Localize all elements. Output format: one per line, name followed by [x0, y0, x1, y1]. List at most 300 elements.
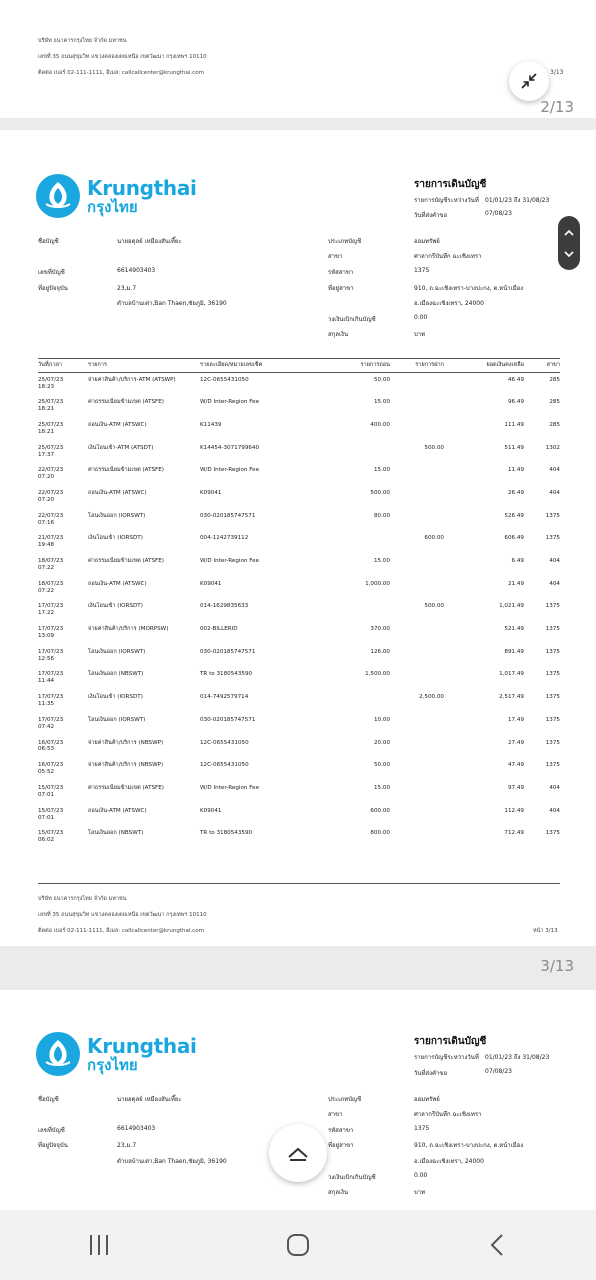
home-icon — [286, 1233, 310, 1257]
cell-balance-text: 712.49 — [504, 830, 524, 837]
cell-balance-text: 526.49 — [504, 512, 524, 519]
cell-branch-text: 404 — [549, 580, 560, 587]
cell-detail-text: K09041 — [200, 489, 222, 496]
cell-datetime — [38, 577, 88, 600]
cell-branch — [524, 418, 560, 441]
cell-balance — [444, 690, 524, 713]
cell-description — [88, 667, 200, 690]
overdraft-value: 0.00 — [414, 314, 428, 321]
cell-balance — [444, 486, 524, 509]
system-nav-bar — [0, 1210, 596, 1280]
account-name-label: ชื่อบัญชี — [38, 1096, 59, 1103]
cell-withdrawal-text: 15.00 — [373, 558, 390, 564]
cell-balance-text: 521.49 — [504, 626, 524, 633]
cell-time-text: 17:22 — [38, 610, 55, 617]
account-name-value: นายอดุลย์ เหมืองสันเที๊ยะ — [117, 238, 182, 245]
cell-withdrawal — [324, 622, 390, 645]
cell-time-text: 07:20 — [38, 474, 55, 481]
exit-fullscreen-button[interactable] — [509, 61, 549, 101]
cell-detail — [200, 486, 324, 509]
cell-balance-text: 1,017.49 — [499, 671, 524, 678]
cell-datetime — [38, 441, 88, 464]
cell-description — [88, 509, 200, 532]
cell-withdrawal-text: 600.00 — [370, 807, 390, 814]
cell-detail-text: TR to 3180543590 — [200, 830, 253, 837]
logo-name-th: กรุงไทย — [87, 1055, 138, 1074]
cell-withdrawal — [324, 599, 390, 622]
cell-detail-text: 014-1629835633 — [200, 603, 249, 610]
col-balance: ยอดเงินคงเหลือ — [444, 359, 524, 373]
cell-balance — [444, 463, 524, 486]
cell-withdrawal-text: 80.00 — [373, 512, 390, 519]
cell-branch — [524, 826, 560, 849]
cell-withdrawal-text: 20.00 — [373, 739, 390, 746]
cell-branch — [524, 781, 560, 804]
col-branch: สาขา — [524, 359, 560, 373]
cell-branch — [524, 486, 560, 509]
cell-datetime — [38, 826, 88, 849]
cell-description — [88, 713, 200, 736]
cell-description — [88, 395, 200, 418]
address-label: ที่อยู่ปัจจุบัน — [38, 285, 68, 292]
issue-label: วันที่ส่งคำขอ — [414, 1070, 448, 1077]
col-detail: รายละเอียด/หมายเลขเช็ค — [200, 359, 324, 373]
cell-description — [88, 622, 200, 645]
cell-time-text: 07:22 — [38, 564, 55, 571]
cell-detail — [200, 826, 324, 849]
cell-datetime — [38, 645, 88, 668]
cell-branch — [524, 758, 560, 781]
cell-balance — [444, 577, 524, 600]
cell-branch-text: 1375 — [545, 603, 560, 610]
cell-description — [88, 577, 200, 600]
cell-branch — [524, 599, 560, 622]
table-row — [38, 441, 560, 464]
cell-description-text: ถอนเงิน-ATM (ATSWC) — [88, 489, 147, 496]
branch-address-line1: 910, ถ.ฉะเชิงเทรา-บางปะกง, ต.หน้าเมือง — [414, 1142, 524, 1149]
table-row — [38, 531, 560, 554]
cell-datetime — [38, 758, 88, 781]
cell-branch-text: 1375 — [545, 694, 560, 701]
cell-description-text: ถอนเงิน-ATM (ATSWC) — [88, 421, 147, 428]
cell-withdrawal — [324, 531, 390, 554]
cell-branch-text: 1375 — [545, 626, 560, 633]
cell-withdrawal-text: 370.00 — [370, 626, 390, 633]
account-number-value: 6614903403 — [117, 267, 156, 274]
cell-detail — [200, 622, 324, 645]
cell-description — [88, 554, 200, 577]
cell-datetime-text: 16/07/23 — [38, 762, 64, 769]
issue-label: วันที่ส่งคำขอ — [414, 212, 448, 219]
cell-description — [88, 599, 200, 622]
cell-balance-text: 96.49 — [507, 399, 524, 406]
cell-deposit-text: 600.00 — [424, 535, 444, 542]
branch-address-line2: อ.เมืองฉะเชิงเทรา, 24000 — [414, 300, 484, 307]
cell-time-text: 07:20 — [38, 496, 55, 503]
account-name-value: นายอดุลย์ เหมืองสันเที๊ยะ — [117, 1096, 182, 1103]
cell-branch-text: 285 — [549, 377, 560, 383]
cell-withdrawal-text: 800.00 — [370, 830, 390, 837]
cell-datetime — [38, 373, 88, 396]
cell-description — [88, 373, 200, 396]
cell-balance — [444, 826, 524, 849]
scroll-to-top-button[interactable] — [269, 1124, 327, 1182]
cell-detail-text: K09041 — [200, 807, 222, 814]
cell-datetime — [38, 781, 88, 804]
cell-datetime-text: 15/07/23 — [38, 784, 64, 791]
cell-time-text: 18:21 — [38, 428, 55, 435]
cell-balance-text: 26.49 — [507, 489, 524, 496]
cell-deposit — [390, 736, 444, 759]
cell-balance — [444, 441, 524, 464]
cell-balance-text: 46.49 — [507, 377, 524, 383]
cell-balance-text: 97.49 — [507, 784, 524, 791]
branch-value: ศาลากรีบันทึก ฉะเชิงเทรา — [414, 1111, 482, 1118]
cell-branch-text: 1375 — [545, 512, 560, 519]
type-value: ออมทรัพย์ — [414, 1096, 440, 1103]
cell-deposit — [390, 531, 444, 554]
cell-detail — [200, 690, 324, 713]
table-row — [38, 804, 560, 827]
branch-label: สาขา — [328, 1111, 343, 1118]
cell-description-text: จ่ายค่าสินค้า/บริการ (NBSWP) — [88, 762, 164, 769]
cell-detail-text: W/D Inter-Region Fee — [200, 467, 260, 474]
period-value: 01/01/23 ถึง 31/08/23 — [485, 1054, 550, 1061]
cell-detail-text: K11439 — [200, 421, 222, 428]
cell-deposit — [390, 599, 444, 622]
cell-detail — [200, 395, 324, 418]
cell-time-text: 07:42 — [38, 723, 55, 730]
cell-detail-text: K09041 — [200, 580, 222, 587]
cell-balance-text: 112.49 — [504, 807, 524, 814]
branch-value: ศาลากรีบันทึก ฉะเชิงเทรา — [414, 253, 482, 260]
cell-description-text: ค่าธรรมเนียมข้ามเขต (ATSFE) — [88, 558, 164, 564]
cell-datetime-text: 17/07/23 — [38, 694, 64, 701]
cell-balance — [444, 622, 524, 645]
cell-branch — [524, 690, 560, 713]
table-row — [38, 577, 560, 600]
pdf-page-3 — [0, 130, 596, 946]
branch-address-label: ที่อยู่สาขา — [328, 1142, 354, 1149]
cell-deposit-text: 500.00 — [424, 444, 444, 451]
chevron-up-icon[interactable] — [564, 229, 574, 237]
home-button[interactable] — [268, 1225, 328, 1265]
table-row — [38, 667, 560, 690]
cell-withdrawal — [324, 463, 390, 486]
cell-branch-text: 285 — [549, 421, 560, 428]
cell-description — [88, 418, 200, 441]
table-row — [38, 758, 560, 781]
type-label: ประเภทบัญชี — [328, 238, 362, 245]
cell-detail-text: 004-1242739112 — [200, 535, 249, 542]
cell-branch-text: 1302 — [545, 444, 560, 451]
cell-deposit — [390, 509, 444, 532]
cell-balance-text: 17.49 — [507, 716, 524, 723]
cell-time-text: 06:02 — [38, 837, 55, 844]
cell-description — [88, 758, 200, 781]
cell-balance — [444, 804, 524, 827]
cell-deposit — [390, 713, 444, 736]
cell-balance — [444, 554, 524, 577]
cell-description — [88, 486, 200, 509]
col-deposit: รายการฝาก — [390, 359, 444, 373]
cell-description-text: จ่ายค่าสินค้า/บริการ-ATM (ATSWP) — [88, 377, 176, 383]
cell-detail-text: 12C-0655431050 — [200, 762, 249, 769]
cell-withdrawal — [324, 441, 390, 464]
footer-contact: ติดต่อ เบอร์ 02-111-1111, อีเมล: callcallcenter@krungthai.com — [38, 70, 204, 76]
chevron-down-icon[interactable] — [564, 250, 574, 258]
footer-contact: ติดต่อ เบอร์ 02-111-1111, อีเมล: callcallcenter@krungthai.com — [38, 928, 204, 934]
cell-branch — [524, 736, 560, 759]
transactions-body — [38, 373, 560, 849]
cell-detail — [200, 554, 324, 577]
cell-branch — [524, 804, 560, 827]
table-row — [38, 713, 560, 736]
cell-detail-text: 002-BILLERID — [200, 626, 238, 633]
overdraft-value: 0.00 — [414, 1172, 428, 1179]
footer-address: เลขที่ 35 ถนนสุขุมวิท แขวงคลองเตยเหนือ เขตวัฒนา กรุงเทพฯ 10110 — [38, 54, 207, 60]
cell-description — [88, 804, 200, 827]
cell-datetime-text: 25/07/23 — [38, 421, 64, 428]
issue-value: 07/08/23 — [485, 210, 512, 217]
cell-branch — [524, 509, 560, 532]
cell-datetime — [38, 531, 88, 554]
cell-branch-text: 1375 — [545, 830, 560, 837]
cell-withdrawal-text: 50.00 — [373, 377, 390, 383]
cell-branch — [524, 713, 560, 736]
cell-description — [88, 826, 200, 849]
cell-detail — [200, 599, 324, 622]
period-label: รายการบัญชีระหว่างวันที่ — [414, 1054, 479, 1061]
cell-description-text: ค่าธรรมเนียมข้ามเขต (ATSFE) — [88, 399, 164, 406]
cell-withdrawal — [324, 395, 390, 418]
transactions-table — [38, 358, 560, 849]
cell-balance-text: 2,517.49 — [499, 694, 524, 701]
cell-branch-text: 1375 — [545, 739, 560, 746]
table-row — [38, 418, 560, 441]
cell-time-text: 18:21 — [38, 406, 55, 413]
currency-value: บาท — [414, 331, 426, 338]
cell-balance — [444, 599, 524, 622]
cell-branch-text: 1375 — [545, 716, 560, 723]
cell-datetime — [38, 690, 88, 713]
branch-code-value: 1375 — [414, 267, 430, 274]
cell-description-text: เงินโอนเข้า-ATM (ATSDT) — [88, 444, 154, 451]
cell-description-text: โอนเงินออก (IORSWT) — [88, 512, 146, 519]
cell-datetime-text: 16/07/23 — [38, 739, 64, 746]
cell-datetime — [38, 486, 88, 509]
footer-company: บริษัท ธนาคารกรุงไทย จำกัด มหาชน — [38, 38, 127, 44]
recent-apps-button[interactable] — [69, 1225, 129, 1265]
cell-deposit — [390, 554, 444, 577]
cell-detail-text: 014-7492579714 — [200, 694, 249, 701]
cell-time-text: 12:56 — [38, 655, 55, 662]
cell-description-text: เงินโอนเข้า (IORSDT) — [88, 694, 143, 701]
cell-detail-text: W/D Inter-Region Fee — [200, 784, 260, 791]
cell-description-text: โอนเงินออก (IORSWT) — [88, 648, 146, 655]
cell-deposit — [390, 395, 444, 418]
cell-detail-text: 12C-0655431050 — [200, 377, 249, 383]
cell-withdrawal — [324, 577, 390, 600]
cell-branch-text: 404 — [549, 467, 560, 474]
cell-branch-text: 1375 — [545, 535, 560, 542]
cell-branch — [524, 622, 560, 645]
cell-balance-text: 11.49 — [507, 467, 524, 474]
cell-detail-text: K14454-3071799640 — [200, 444, 260, 451]
cell-balance — [444, 758, 524, 781]
statement-title: รายการเดินบัญชี — [414, 179, 487, 190]
address-line2: ตำบลบ้านเต่า,Ban Thaen,ชัยภูมิ, 36190 — [117, 1158, 227, 1165]
cell-branch-text: 404 — [549, 558, 560, 564]
branch-label: สาขา — [328, 253, 343, 260]
recent-apps-icon — [87, 1234, 111, 1256]
logo-name-en: Krungthai — [87, 175, 197, 200]
cell-balance-text: 111.49 — [504, 421, 524, 428]
cell-time-text: 17:37 — [38, 451, 55, 458]
cell-withdrawal-text: 1,500.00 — [365, 671, 390, 678]
cell-deposit — [390, 373, 444, 396]
overdraft-label: วงเงินเบิกเกินบัญชี — [328, 1174, 376, 1181]
cell-withdrawal-text: 400.00 — [370, 421, 390, 428]
cell-description-text: เงินโอนเข้า (IORSDT) — [88, 535, 143, 542]
cell-time-text: 06:53 — [38, 746, 55, 753]
cell-deposit — [390, 690, 444, 713]
cell-datetime — [38, 804, 88, 827]
address-line1: 23,ม.7 — [117, 1142, 137, 1149]
cell-branch-text: 1375 — [545, 648, 560, 655]
table-row — [38, 736, 560, 759]
cell-withdrawal — [324, 667, 390, 690]
address-line1: 23,ม.7 — [117, 285, 137, 292]
cell-withdrawal — [324, 645, 390, 668]
cell-detail — [200, 758, 324, 781]
cell-deposit — [390, 577, 444, 600]
cell-datetime — [38, 622, 88, 645]
cell-datetime-text: 18/07/23 — [38, 580, 64, 587]
type-label: ประเภทบัญชี — [328, 1096, 362, 1103]
cell-time-text: 13:09 — [38, 633, 55, 640]
cell-description — [88, 441, 200, 464]
cell-deposit-text: 500.00 — [424, 603, 444, 610]
overdraft-label: วงเงินเบิกเกินบัญชี — [328, 316, 376, 323]
cell-description — [88, 781, 200, 804]
cell-description — [88, 690, 200, 713]
cell-branch — [524, 577, 560, 600]
cell-deposit — [390, 418, 444, 441]
cell-datetime — [38, 713, 88, 736]
cell-description-text: จ่ายค่าสินค้า/บริการ (MORPSW) — [88, 626, 169, 633]
cell-branch-text: 1375 — [545, 671, 560, 678]
cell-detail — [200, 667, 324, 690]
cell-detail — [200, 645, 324, 668]
period-value: 01/01/23 ถึง 31/08/23 — [485, 197, 550, 204]
cell-deposit — [390, 645, 444, 668]
cell-balance — [444, 781, 524, 804]
cell-detail — [200, 736, 324, 759]
table-row — [38, 690, 560, 713]
col-withdrawal: รายการถอน — [324, 359, 390, 373]
back-button[interactable] — [467, 1225, 527, 1265]
cell-branch — [524, 463, 560, 486]
account-number-label: เลขที่บัญชี — [38, 269, 65, 276]
cell-time-text: 05:52 — [38, 769, 55, 776]
cell-datetime-text: 22/07/23 — [38, 467, 64, 474]
cell-deposit — [390, 667, 444, 690]
cell-detail-text: 030-020185747571 — [200, 716, 256, 723]
cell-withdrawal-text: 500.00 — [370, 489, 390, 496]
page-indicator-2: 2/13 — [540, 98, 574, 116]
cell-withdrawal — [324, 373, 390, 396]
account-name-label: ชื่อบัญชี — [38, 238, 59, 245]
cell-time-text: 18:23 — [38, 383, 55, 390]
table-row — [38, 645, 560, 668]
krungthai-logo — [36, 1032, 197, 1076]
cell-datetime-text: 17/07/23 — [38, 648, 64, 655]
cell-datetime-text: 22/07/23 — [38, 489, 64, 496]
footer-page-number: 3/13 — [550, 69, 564, 76]
cell-withdrawal-text: 15.00 — [373, 467, 390, 474]
cell-withdrawal-text: 1,000.00 — [365, 580, 390, 587]
cell-withdrawal — [324, 486, 390, 509]
table-row — [38, 395, 560, 418]
cell-datetime-text: 25/07/23 — [38, 377, 64, 383]
cell-datetime — [38, 599, 88, 622]
currency-label: สกุลเงิน — [328, 1189, 349, 1196]
cell-detail — [200, 531, 324, 554]
cell-detail — [200, 713, 324, 736]
cell-withdrawal — [324, 781, 390, 804]
cell-balance — [444, 736, 524, 759]
cell-datetime-text: 17/07/23 — [38, 671, 64, 678]
branch-address-line2: อ.เมืองฉะเชิงเทรา, 24000 — [414, 1158, 484, 1165]
logo-emblem — [36, 1032, 80, 1076]
cell-balance-text: 6.49 — [511, 558, 524, 564]
cell-deposit — [390, 826, 444, 849]
cell-time-text: 19:48 — [38, 542, 55, 549]
cell-balance — [444, 645, 524, 668]
cell-deposit — [390, 486, 444, 509]
page-scroll-control[interactable] — [558, 216, 580, 270]
cell-detail — [200, 509, 324, 532]
cell-detail — [200, 804, 324, 827]
cell-time-text: 07:01 — [38, 791, 55, 798]
cell-datetime — [38, 463, 88, 486]
cell-withdrawal — [324, 804, 390, 827]
type-value: ออมทรัพย์ — [414, 238, 440, 245]
cell-detail-text: TR to 3180543590 — [200, 671, 253, 678]
cell-detail — [200, 463, 324, 486]
col-date: วันที่/เวลา — [38, 359, 88, 373]
cell-description-text: ถอนเงิน-ATM (ATSWC) — [88, 807, 147, 814]
cell-time-text: 07:01 — [38, 814, 55, 821]
cell-branch — [524, 645, 560, 668]
cell-datetime — [38, 667, 88, 690]
cell-datetime — [38, 418, 88, 441]
table-row — [38, 781, 560, 804]
cell-deposit — [390, 441, 444, 464]
cell-datetime-text: 21/07/23 — [38, 535, 64, 542]
cell-deposit — [390, 758, 444, 781]
cell-detail — [200, 373, 324, 396]
cell-description — [88, 736, 200, 759]
cell-branch-text: 404 — [549, 784, 560, 791]
account-number-label: เลขที่บัญชี — [38, 1127, 65, 1134]
cell-balance — [444, 395, 524, 418]
cell-datetime — [38, 554, 88, 577]
table-row — [38, 622, 560, 645]
cell-branch — [524, 441, 560, 464]
cell-balance-text: 511.49 — [504, 444, 524, 451]
